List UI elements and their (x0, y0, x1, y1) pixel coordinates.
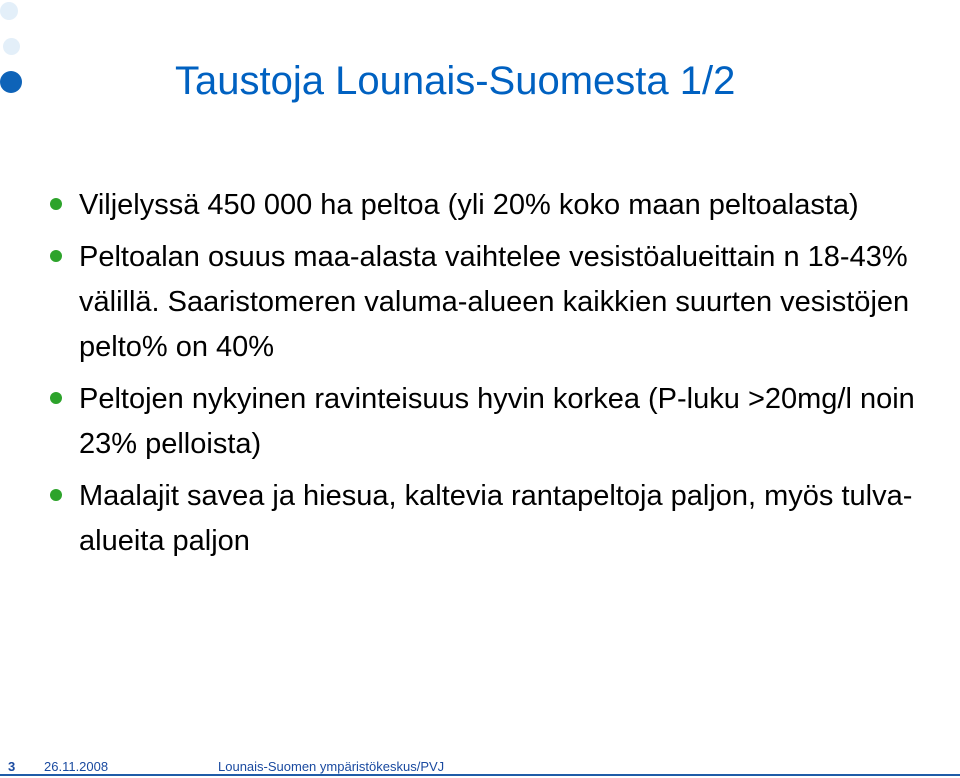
bullet-dot-icon (50, 250, 62, 262)
bullet-dot-icon (50, 392, 62, 404)
decorative-dot-light-1 (0, 2, 18, 20)
bullet-item (44, 377, 944, 467)
bullet-item (44, 235, 944, 370)
bullet-item (44, 474, 944, 564)
footer-date: 26.11.2008 (44, 759, 109, 774)
bullet-dot-icon (50, 489, 62, 501)
decorative-dot-blue (0, 71, 22, 93)
bullet-text: Maalajit savea ja hiesua, kaltevia rantapeltoja paljon, myös tulva-alueita paljon (79, 480, 913, 557)
bullet-text: Viljelyssä 450 000 ha peltoa (yli 20% koko maan peltoalasta) (79, 189, 859, 221)
footer-page-number: 3 (8, 759, 16, 774)
bullet-text: Peltoalan osuus maa-alasta vaihtelee vesistöalueittain n 18-43% välillä. Saaristomeren valuma-alueen kaikkien suurten vesistöjen pelto% on 40% (79, 241, 910, 363)
slide-title: Taustoja Lounais-Suomesta 1/2 (175, 59, 736, 103)
bullet-dot-icon (50, 198, 62, 210)
bullet-list (44, 183, 944, 571)
footer-organization: Lounais-Suomen ympäristökeskus/PVJ (218, 759, 445, 774)
bullet-item (44, 183, 944, 228)
bullet-text: Peltojen nykyinen ravinteisuus hyvin korkea (P-luku >20mg/l noin 23% pelloista) (79, 383, 915, 460)
footer-divider (0, 774, 960, 776)
decorative-dot-light-2 (3, 38, 20, 55)
